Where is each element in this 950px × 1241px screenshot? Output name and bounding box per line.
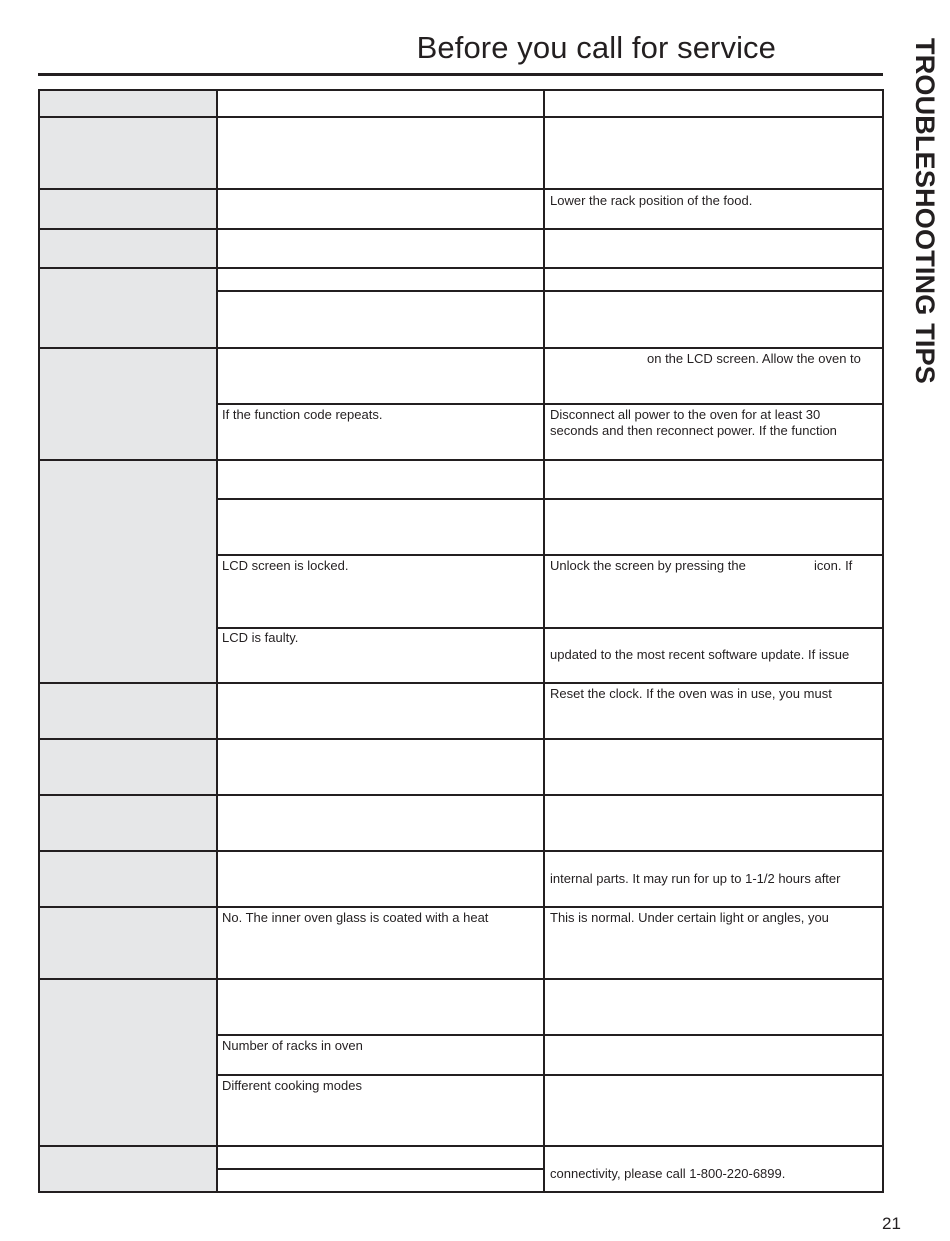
solution-cell: Unlock the screen by pressing the: [550, 558, 746, 573]
row-divider: [38, 188, 884, 190]
cause-cell: LCD is faulty.: [222, 630, 299, 645]
row-divider: [38, 738, 884, 740]
solution-cell: icon. If: [814, 558, 853, 573]
troubleshooting-table: [38, 89, 884, 1193]
solution-cell: internal parts. It may run for up to 1-1/2 hours after: [550, 871, 841, 886]
section-tab-label: TROUBLESHOOTING TIPS: [910, 38, 940, 385]
subrow-divider: [216, 498, 884, 500]
row-divider: [38, 116, 884, 118]
column-divider-2: [543, 89, 545, 1193]
solution-cell: Lower the rack position of the food.: [550, 193, 753, 208]
solution-cell: updated to the most recent software update. If issue: [550, 647, 850, 662]
solution-cell: connectivity, please call 1-800-220-6899.: [550, 1166, 786, 1181]
subrow-divider: [216, 1034, 884, 1036]
section-tab: [905, 38, 945, 458]
row-divider: [38, 1145, 884, 1147]
subrow-divider: [216, 627, 884, 629]
solution-cell: on the LCD screen. Allow the oven to: [647, 351, 861, 366]
solution-cell: seconds and then reconnect power. If the function: [550, 423, 837, 438]
row-divider: [38, 89, 884, 91]
title-rule: [38, 73, 883, 76]
row-divider: [38, 978, 884, 980]
subrow-divider: [216, 290, 884, 292]
subrow-divider: [216, 554, 884, 556]
solution-cell: This is normal. Under certain light or angles, you: [550, 910, 829, 925]
cause-cell: Number of racks in oven: [222, 1038, 363, 1053]
cause-cell: No. The inner oven glass is coated with a heat: [222, 910, 489, 925]
subrow-divider: [216, 1168, 545, 1170]
row-divider: [38, 347, 884, 349]
page-number: 21: [882, 1214, 901, 1233]
cause-cell: Different cooking modes: [222, 1078, 362, 1093]
table-border-right: [882, 89, 884, 1193]
row-divider: [38, 1191, 884, 1193]
row-divider: [38, 906, 884, 908]
row-divider: [38, 228, 884, 230]
solution-cell: Disconnect all power to the oven for at least 30: [550, 407, 821, 422]
table-border-left: [38, 89, 40, 1193]
subrow-divider: [216, 403, 884, 405]
header-cell-problem: [38, 89, 216, 116]
row-divider: [38, 850, 884, 852]
row-divider: [38, 459, 884, 461]
row-divider: [38, 682, 884, 684]
problem-cell: [38, 116, 216, 1193]
subrow-divider: [216, 1074, 884, 1076]
cause-cell: LCD screen is locked.: [222, 558, 349, 573]
row-divider: [38, 794, 884, 796]
row-divider: [38, 267, 884, 269]
column-divider-1: [216, 89, 218, 1193]
cause-cell: If the function code repeats.: [222, 407, 383, 422]
page-title: Before you call for service: [416, 30, 776, 65]
solution-cell: Reset the clock. If the oven was in use, you must: [550, 686, 832, 701]
